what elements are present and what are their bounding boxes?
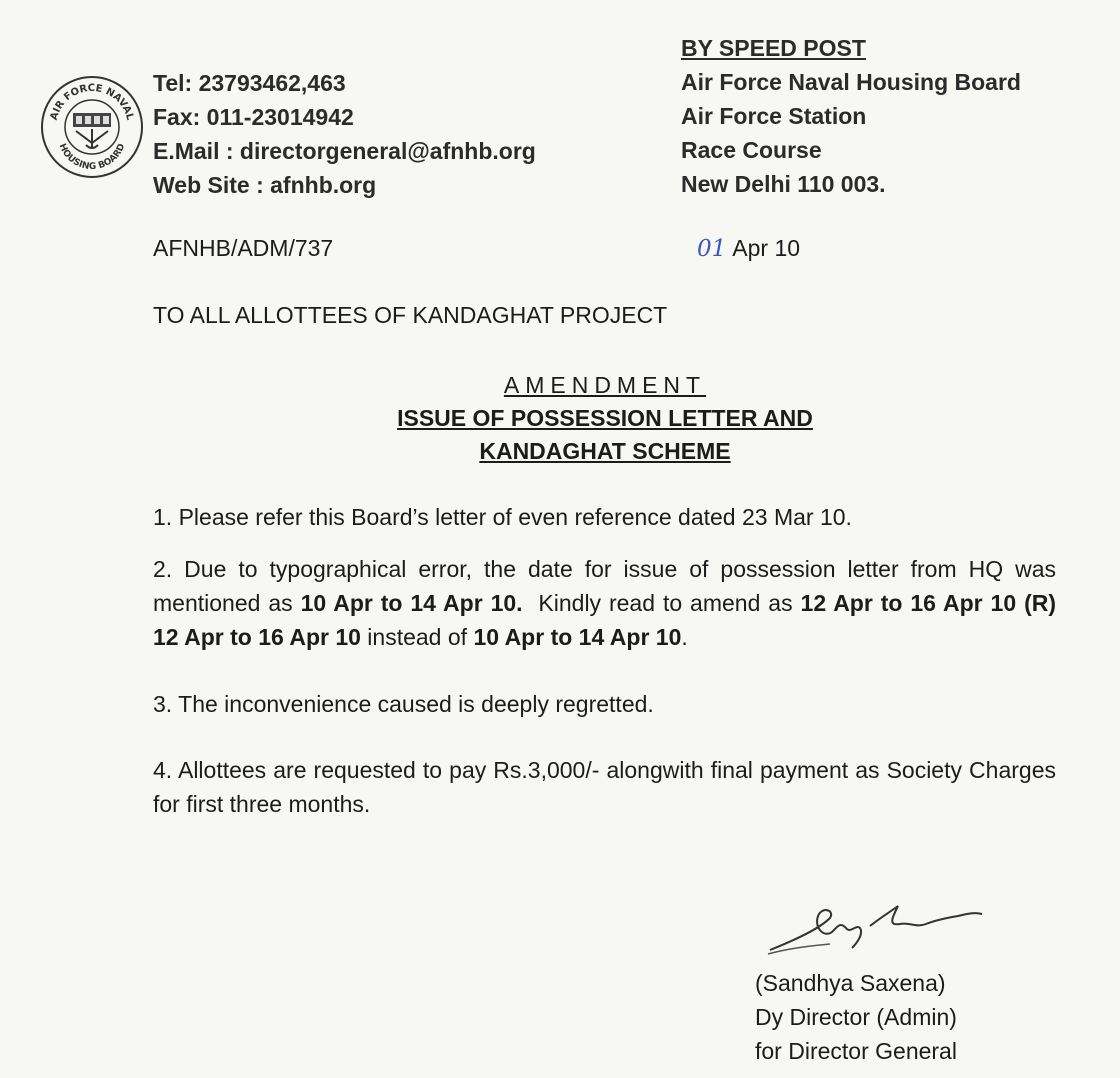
signatory-block <box>755 966 957 1068</box>
paragraph-1: 1. Please refer this Board’s letter of even reference dated 23 Mar 10. <box>153 504 852 530</box>
paragraph-3: 3. The inconvenience caused is deeply regretted. <box>153 691 654 717</box>
reference-number: AFNHB/ADM/737 <box>153 235 334 261</box>
fax-line: Fax: 011-23014942 <box>153 104 354 130</box>
p2-bold-1: 10 Apr to 14 Apr 10. <box>300 590 523 616</box>
addressee: TO ALL ALLOTTEES OF KANDAGHAT PROJECT <box>153 302 668 328</box>
paragraph-4: 4. Allottees are requested to pay Rs.3,000/- alongwith final payment as Society Charges for first three months. <box>153 757 1056 817</box>
svg-text:AIR FORCE NAVAL: AIR FORCE NAVAL <box>48 82 136 122</box>
afnhb-logo <box>40 75 144 179</box>
email-line: E.Mail : directorgeneral@afnhb.org <box>153 138 536 164</box>
delivery-mode: BY SPEED POST <box>681 35 866 61</box>
svg-text:HOUSING BOARD: HOUSING BOARD <box>56 142 128 173</box>
p2-bold-3: 10 Apr to 14 Apr 10 <box>473 624 682 650</box>
p2-text-3: instead of <box>360 624 474 650</box>
p2-text-1: 2. Due to typographical error, the date for issue of possession letter from HQ was mentioned as <box>153 556 1056 616</box>
signatory-for: for Director General <box>755 1038 957 1064</box>
heading-amendment: AMENDMENT <box>503 372 707 398</box>
paragraph-2 <box>153 552 1056 654</box>
p2-text-4: . <box>681 624 688 650</box>
subject-heading <box>330 369 880 468</box>
signatory-title: Dy Director (Admin) <box>755 1004 957 1030</box>
website-line: Web Site : afnhb.org <box>153 172 377 198</box>
address-line-1: Air Force Naval Housing Board <box>681 69 1021 95</box>
address-line-4: New Delhi 110 003. <box>681 171 886 197</box>
signatory-name: (Sandhya Saxena) <box>755 970 946 996</box>
date-rest: Apr 10 <box>732 235 801 261</box>
handwritten-day: 01 <box>697 236 727 262</box>
address-line-3: Race Course <box>681 137 822 163</box>
letter-date <box>697 235 800 262</box>
address-line-2: Air Force Station <box>681 103 867 129</box>
heading-line-3: KANDAGHAT SCHEME <box>479 438 731 464</box>
contact-block <box>153 66 536 202</box>
p2-bold-2: 12 Apr to 16 Apr 10 (R) 12 Apr to 16 Apr 10 <box>153 590 1056 650</box>
address-block <box>681 31 1021 201</box>
heading-line-2: ISSUE OF POSSESSION LETTER AND <box>397 405 813 431</box>
handwritten-signature <box>760 888 990 968</box>
p2-text-2: Kindly read to amend as <box>522 590 801 616</box>
tel-line: Tel: 23793462,463 <box>153 70 346 96</box>
